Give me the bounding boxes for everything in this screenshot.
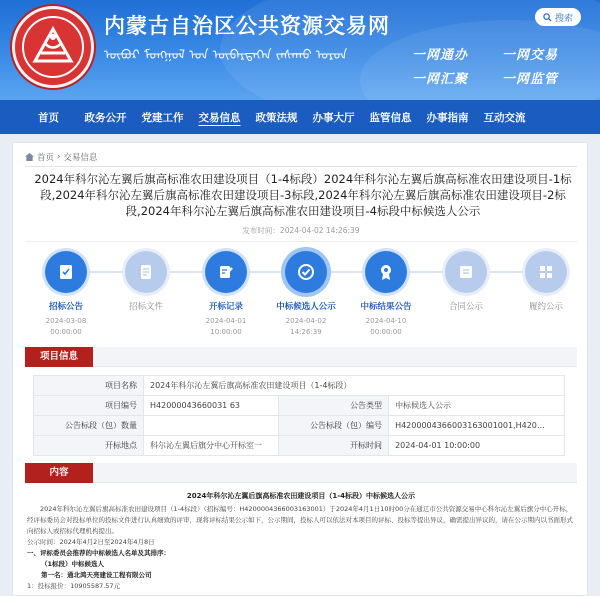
field-label: 公告标段（包）编号 xyxy=(279,416,389,436)
nav-item-interaction[interactable]: 互动交流 xyxy=(483,111,526,124)
content-body xyxy=(27,491,575,592)
breadcrumb: 首页 › 交易信息 xyxy=(25,151,97,163)
project-name-value: 2024年科尔沁左翼后旗高标准农田建设项目（1-4标段） xyxy=(144,376,565,396)
nav-item-party[interactable]: 党建工作 xyxy=(141,111,184,124)
step-label: 开标记录 xyxy=(208,302,243,312)
timeline-step-result-notice[interactable] xyxy=(351,251,421,338)
content-heading: 一、评标委员会推荐的中标候选人名单及其排序： xyxy=(27,549,170,557)
step-label: 中标候选人公示 xyxy=(276,302,336,312)
home-icon xyxy=(25,153,34,161)
step-label: 中标结果公告 xyxy=(360,302,412,312)
step-label: 履约公示 xyxy=(528,302,563,312)
nav-item-supervision[interactable]: 监管信息 xyxy=(369,111,412,124)
section-header-content xyxy=(25,463,577,483)
timeline-step-performance-notice[interactable] xyxy=(511,251,581,312)
bid-price: 1：投标报价：10905587.57元 xyxy=(27,582,121,590)
field-label: 公告标段（包）数量 xyxy=(34,416,144,436)
section-header-project-info xyxy=(25,347,577,367)
candidate-first: 第一名：通北鸿天亮建设工程有限公司 xyxy=(41,571,152,579)
notice-type-value: 中标候选人公示 xyxy=(389,396,565,416)
nav-item-service-hall[interactable]: 办事大厅 xyxy=(312,111,355,124)
award-icon xyxy=(365,251,407,293)
search-icon xyxy=(543,13,552,22)
notice-card xyxy=(12,142,588,596)
step-date: 2024-04-10 00:00:00 xyxy=(365,317,407,336)
step-date: 2024-04-02 14:26:39 xyxy=(285,317,327,336)
site-header xyxy=(0,0,600,100)
section-title: 项目信息 xyxy=(39,351,78,362)
lot-count-value xyxy=(144,416,279,436)
notice-period: 公示时间：2024年4月2日至2024年4月8日 xyxy=(27,538,155,546)
step-date: 2024-04-01 10:00:00 xyxy=(205,317,247,336)
table-row xyxy=(34,416,565,436)
divider xyxy=(25,166,577,167)
divider xyxy=(25,241,577,242)
content-subheading: （1标段）中标候选人 xyxy=(41,560,105,568)
slogan: 一网汇聚 xyxy=(412,72,469,87)
step-date: 2024-03-08 00:00:00 xyxy=(45,317,87,336)
slogan: 一网通办 xyxy=(412,48,469,63)
field-label: 项目编号 xyxy=(34,396,144,416)
site-subtitle: ᠥᠪᠦᠷ ᠮᠣᠩᠭᠣᠯ ᠤᠨ ᠥᠪᠡᠷᠲᠡᠭᠡᠨ ᠵᠠᠰᠠᠬᠤ ᠣᠷᠣᠨ xyxy=(104,48,348,63)
step-label: 招标文件 xyxy=(128,302,163,312)
grid-icon xyxy=(525,251,567,293)
timeline-step-opening-record[interactable] xyxy=(191,251,261,338)
site-title: 内蒙古自治区公共资源交易网 xyxy=(104,13,390,38)
slogan: 一网监管 xyxy=(502,72,559,87)
timeline-step-contract-notice[interactable] xyxy=(431,251,501,312)
publish-time: 发布时间：2024-04-02 14:26:39 xyxy=(242,226,360,235)
field-label: 开标地点 xyxy=(34,436,144,456)
timeline-step-bid-notice[interactable] xyxy=(31,251,101,338)
nav-item-policy[interactable]: 政策法规 xyxy=(255,111,298,124)
opening-time-value: 2024-04-01 10:00:00 xyxy=(389,436,565,456)
table-row xyxy=(34,436,565,456)
search-label: 搜索 xyxy=(554,13,573,24)
document-icon xyxy=(45,251,87,293)
check-badge-icon xyxy=(285,251,327,293)
edit-icon xyxy=(205,251,247,293)
table-row xyxy=(34,396,565,416)
project-info-table xyxy=(33,375,565,456)
nav-item-guide[interactable]: 办事指南 xyxy=(426,111,469,124)
lot-code-value: H4200004366003163001001,H420… xyxy=(389,416,565,436)
field-label: 项目名称 xyxy=(34,376,144,396)
breadcrumb-current[interactable]: 交易信息 xyxy=(63,153,98,163)
timeline-step-bid-file[interactable] xyxy=(111,251,181,312)
step-label: 招标公告 xyxy=(48,302,83,312)
project-code-value: H42000043660031 63 xyxy=(144,396,279,416)
content-paragraph: 2024年科尔沁左翼后旗高标准农田建设项目（1-4标段）（招标编号：H4200004366003163001）于2024年4月1日10时00分在通辽市公共资源交易中心科尔沁左翼后旗分中心开标，经评标委员会对投标单位的投标文件进行认真细致的评审，现将评标结果公示如下，公示期间，投标人可以依法对本项目的评标、投标等提出异议，确需提出异议的，请在公示期内以书面形式向招标人或招标代理机构提出。 xyxy=(27,505,573,535)
step-label: 合同公示 xyxy=(448,302,483,312)
timeline-step-candidate-notice[interactable] xyxy=(271,251,341,338)
breadcrumb-home[interactable]: 首页 xyxy=(37,153,55,163)
search-button[interactable] xyxy=(535,8,581,26)
main-nav xyxy=(0,100,600,134)
opening-place-value: 科尔沁左翼后旗分中心开标室一 xyxy=(144,436,279,456)
slogan: 一网交易 xyxy=(502,48,559,63)
notice-title: 2024年科尔沁左翼后旗高标准农田建设项目（1-4标段）2024年科尔沁左翼后旗高标准农田建设项目-1标段,2024年科尔沁左翼后旗高标准农田建设项目-3标段,2024年科尔沁左翼后旗高标准农田建设项目-2标段,2024年科尔沁左翼后旗高标准农田建设项目-4标段中标候选人公示 xyxy=(34,172,572,218)
nav-item-gov-affairs[interactable]: 政务公开 xyxy=(84,111,127,124)
nav-item-home[interactable]: 首页 xyxy=(38,111,59,124)
file-icon xyxy=(125,251,167,293)
field-label: 开标时间 xyxy=(279,436,389,456)
table-row xyxy=(34,376,565,396)
contract-icon xyxy=(445,251,487,293)
site-logo[interactable] xyxy=(12,6,94,88)
field-label: 公告类型 xyxy=(279,396,389,416)
nav-item-trade-info[interactable]: 交易信息 xyxy=(198,111,241,124)
document-title: 2024年科尔沁左翼后旗高标准农田建设项目（1-4标段）中标候选人公示 xyxy=(186,492,416,500)
section-title: 内容 xyxy=(49,467,69,478)
